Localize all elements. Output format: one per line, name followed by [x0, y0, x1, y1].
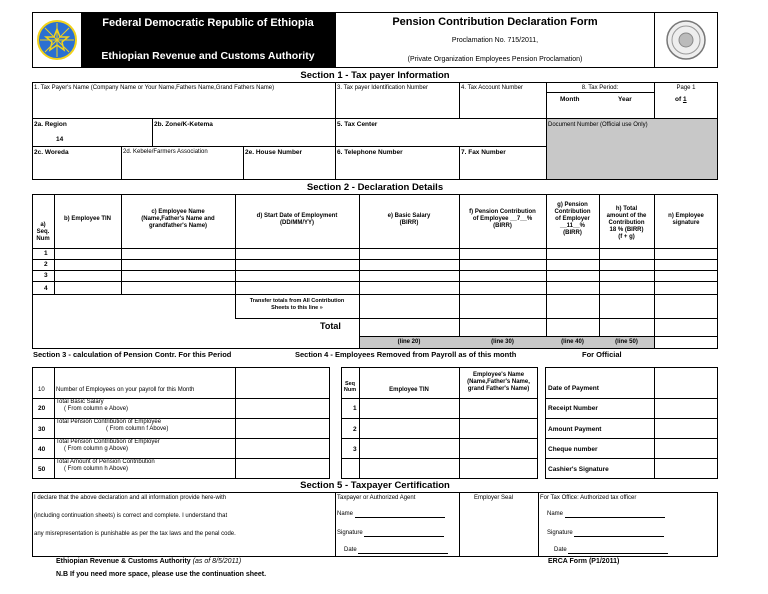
- line-20-label: (line 20): [397, 339, 421, 345]
- s4-row-1: 1: [353, 405, 357, 412]
- footer-form-number: ERCA Form (P1/2011): [548, 558, 620, 565]
- erca-seal-icon: [660, 15, 712, 65]
- footer-note: N.B If you need more space, please use the continuation sheet.: [56, 571, 267, 578]
- s4-seq-header: Seq Num: [343, 381, 357, 393]
- official-title: For Official: [582, 350, 622, 359]
- official-date-of-payment: Date of Payment: [548, 385, 599, 392]
- label-house-number: 2e. House Number: [245, 149, 303, 156]
- employer-seal-label: Employer Seal: [474, 495, 514, 501]
- s3-row-40-text: Total Pension Contribution of Employer ( From column g Above): [56, 439, 160, 452]
- line-50-label: (line 50): [615, 339, 638, 345]
- row-seq-4: 4: [44, 285, 48, 292]
- s3-row-30-num: 30: [38, 426, 46, 433]
- line-30-label: (line 30): [491, 339, 514, 345]
- col-total-contribution-header: h) Total amount of the Contribution 18 % (BIRR) (f + g): [606, 206, 647, 240]
- s3-row-10-text: Number of Employees on your payroll for this Month: [56, 387, 195, 393]
- col-signature-header: n) Employee signature: [668, 213, 704, 226]
- agent-signature-field[interactable]: Signature: [337, 530, 444, 537]
- row-seq-3: 3: [44, 272, 48, 279]
- transfer-totals-note: Transfer totals from All Contribution Sheets to this line »: [249, 298, 345, 311]
- official-cashier-signature: Cashier's Signature: [548, 466, 609, 473]
- s4-row-2: 2: [353, 426, 357, 433]
- ethiopia-emblem-icon: [35, 14, 79, 66]
- col-employee-contribution-header: f) Pension Contribution of Employee __7__% (BIRR): [469, 209, 536, 229]
- col-employer-contribution-header: g) Pension Contribution of Employer __11__% (BIRR): [554, 202, 591, 236]
- label-fax: 7. Fax Number: [461, 149, 506, 156]
- official-table: [545, 367, 718, 479]
- label-month: Month: [560, 96, 580, 103]
- row-seq-2: 2: [44, 261, 48, 268]
- section5-title: Section 5 - Taxpayer Certification: [300, 480, 450, 491]
- tax-office-label: For Tax Office: Authorized tax officer: [540, 495, 637, 501]
- label-document-number: Document Number (Official use Only): [548, 122, 648, 128]
- label-page: Page 1: [676, 85, 696, 91]
- s3-row-20-num: 20: [38, 405, 46, 412]
- officer-signature-field[interactable]: Signature: [547, 530, 664, 537]
- col-tin-header: b) Employee TIN: [63, 216, 111, 222]
- col-seq-header: a) Seq. Num: [36, 222, 50, 242]
- form-proclamation-subtitle: (Private Organization Employees Pension Proclamation): [407, 56, 583, 63]
- label-tax-period: 8. Tax Period:: [581, 85, 619, 91]
- agent-name-field[interactable]: Name: [337, 511, 445, 518]
- label-taxpayer-name: 1. Tax Payer's Name (Company Name or Your Name,Fathers Name,Grand Fathers Name): [34, 85, 275, 91]
- section1-title: Section 1 - Tax payer Information: [300, 70, 450, 81]
- label-woreda: 2c. Woreda: [34, 149, 69, 156]
- section2-title: Section 2 - Declaration Details: [306, 182, 444, 193]
- official-receipt-number: Receipt Number: [548, 405, 598, 412]
- label-tax-center: 5. Tax Center: [337, 121, 378, 128]
- s4-name-header: Employee's Name (Name,Father's Name, grand Father's Name): [467, 372, 530, 392]
- footer-authority: Ethiopian Revenue & Customs Authority (as of 8/5/2011): [56, 558, 242, 565]
- s3-row-40-num: 40: [38, 446, 46, 453]
- section4-title: Section 4 - Employees Removed from Payroll as of this month: [295, 350, 517, 359]
- row-seq-1: 1: [44, 250, 48, 257]
- officer-name-field[interactable]: Name: [547, 511, 665, 518]
- label-kebele: 2d. Kebele/Farmers Association: [123, 149, 208, 155]
- section3-title: Section 3 - calculation of Pension Contr. For this Period: [33, 350, 232, 359]
- form-proclamation: Proclamation No. 715/2011,: [451, 37, 539, 44]
- col-start-date-header: d) Start Date of Employment (DD/MM/YY): [256, 213, 338, 226]
- label-page-of: of 1: [675, 96, 687, 103]
- s4-tin-header: Employee TIN: [389, 387, 429, 393]
- form-title: Pension Contribution Declaration Form: [392, 16, 598, 28]
- declaration-line-2: (including continuation sheets) is correct and complete. I understand that: [34, 513, 228, 519]
- declaration-line-3: any misrepresentation is punishable as per the tax laws and the penal code.: [34, 531, 236, 537]
- s3-row-30-text: Total Pension Contribution of Employee ( From column f Above): [56, 419, 169, 432]
- col-name-header: c) Employee Name (Name,Father's Name and grandfather's Name): [141, 209, 215, 229]
- s3-row-50-num: 50: [38, 466, 46, 473]
- region-value[interactable]: 14: [56, 136, 64, 143]
- declaration-line-1: I declare that the above declaration and all information provide here-with: [34, 495, 227, 501]
- s4-row-3: 3: [353, 446, 357, 453]
- label-zone: 2b. Zone/K-Ketema: [154, 121, 213, 128]
- officer-date-field[interactable]: Date: [554, 547, 668, 554]
- official-cheque-number: Cheque number: [548, 446, 598, 453]
- label-region: 2a. Region: [34, 121, 67, 128]
- total-label: Total: [320, 321, 341, 331]
- agent-date-field[interactable]: Date: [344, 547, 448, 554]
- label-tin: 3. Tax payer Identification Number: [337, 85, 428, 91]
- label-tax-account: 4. Tax Account Number: [461, 85, 523, 91]
- label-year: Year: [618, 96, 632, 103]
- s3-row-10-num: 10: [38, 387, 45, 393]
- label-telephone: 6. Telephone Number: [337, 149, 403, 156]
- s3-row-20-text: Total Basic Salary ( From column e Above): [56, 399, 129, 412]
- line-40-label: (line 40): [561, 339, 584, 345]
- official-amount-payment: Amount Payment: [548, 426, 602, 433]
- header-title-authority: Ethiopian Revenue and Customs Authority: [101, 50, 315, 62]
- header-title-country: Federal Democratic Republic of Ethiopia: [102, 17, 314, 29]
- agent-label: Taxpayer or Authorized Agent: [337, 495, 416, 501]
- s3-row-50-text: Total Amount of Pension Contribution ( From column h Above): [56, 459, 155, 472]
- col-basic-salary-header: e) Basic Salary (BIRR): [387, 213, 431, 226]
